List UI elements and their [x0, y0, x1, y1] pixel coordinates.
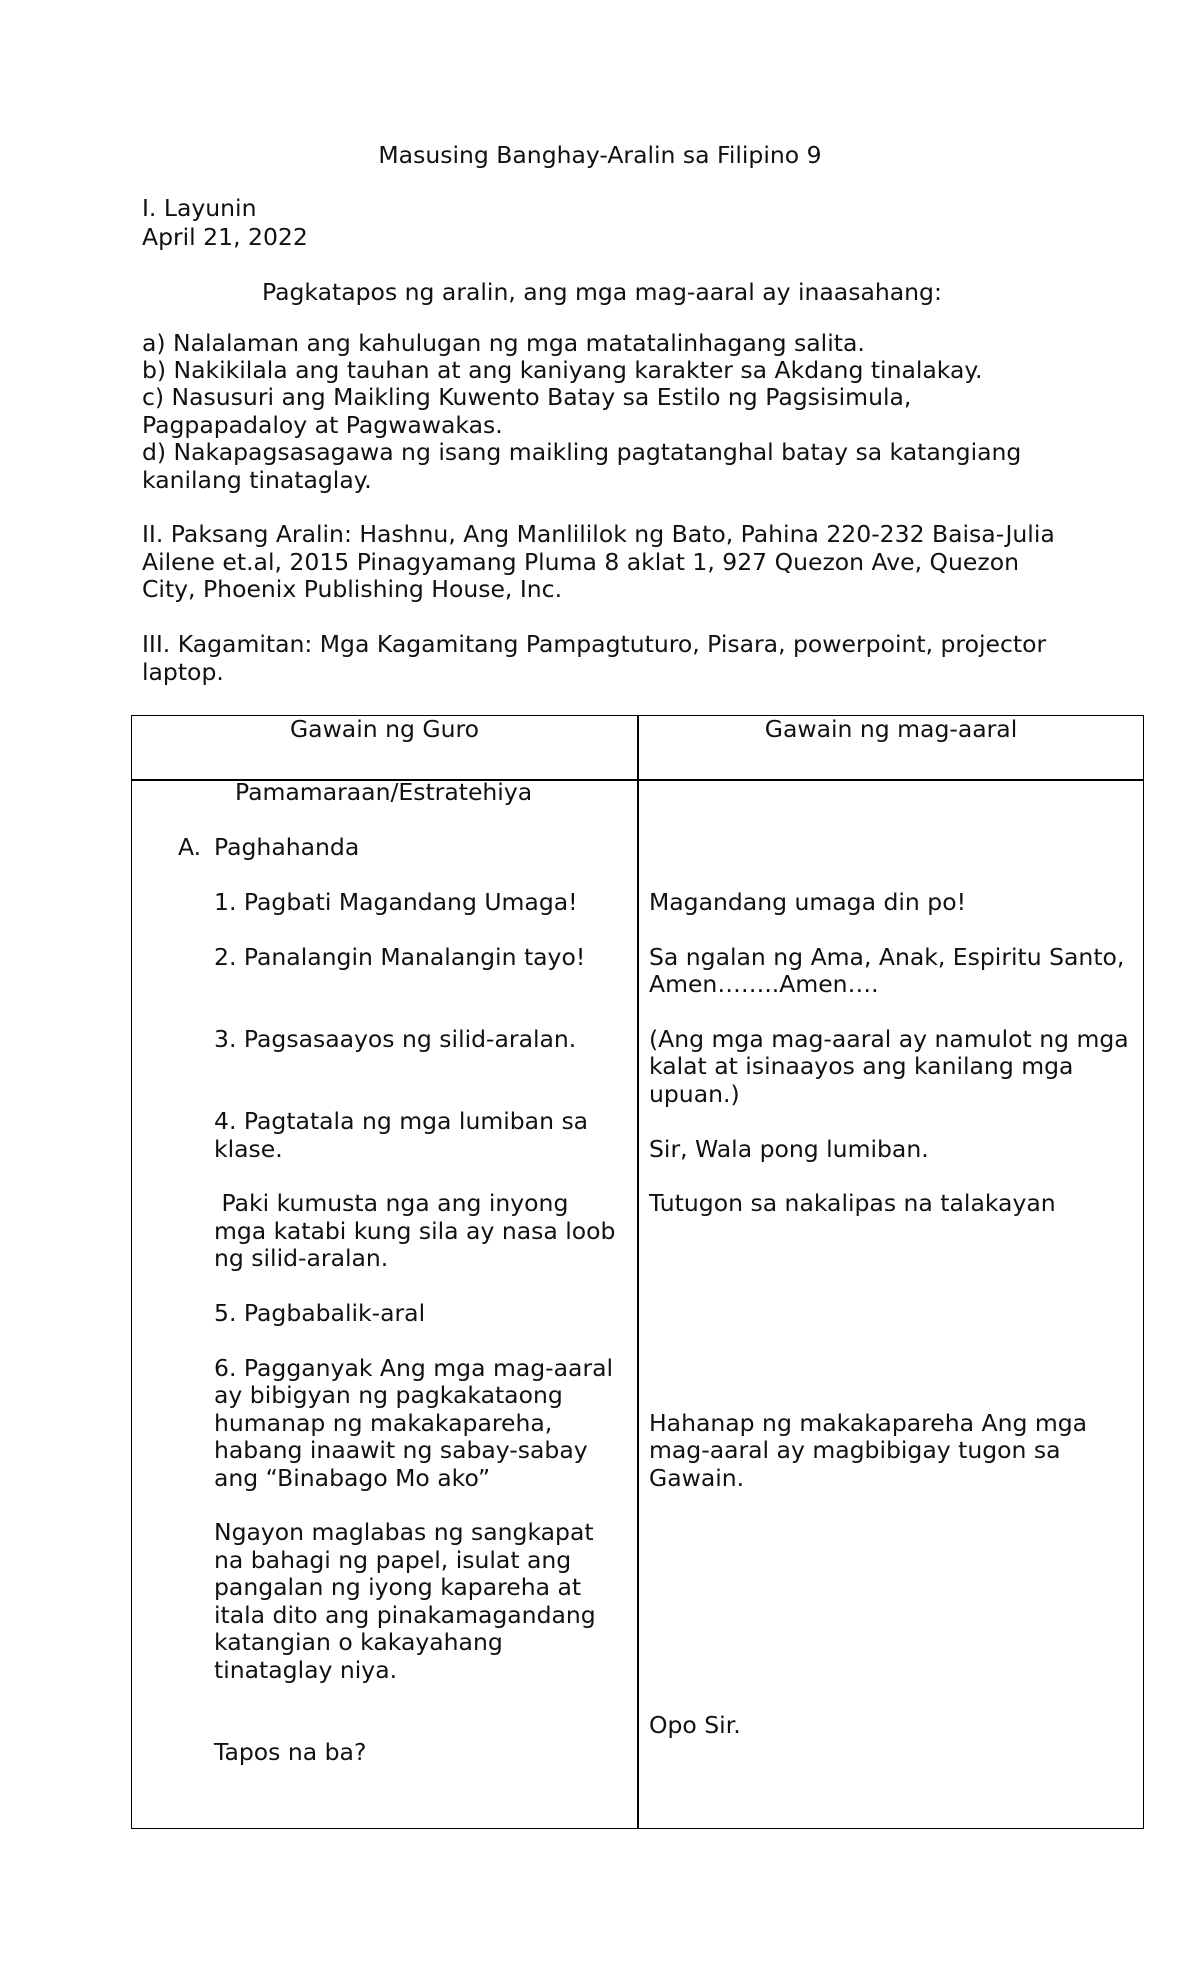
- lesson-date: April 21, 2022: [142, 223, 308, 251]
- prep-letter: A.: [178, 833, 202, 861]
- objective-c-line1: c) Nasusuri ang Maikling Kuwento Batay sa Estilo ng Pagsisimula,: [142, 383, 912, 411]
- prep-title: Paghahanda: [214, 833, 360, 861]
- teacher-ask-line1: Paki kumusta nga ang inyong: [214, 1189, 569, 1217]
- teacher-step-motivation-line1: 6. Pagganyak Ang mga mag-aaral: [214, 1354, 614, 1382]
- subject-matter-line2: Ailene et.al, 2015 Pinagyamang Pluma 8 aklat 1, 927 Quezon Ave, Quezon: [142, 548, 1019, 576]
- teacher-step-motivation-line5: ang “Binabago Mo ako”: [214, 1464, 491, 1492]
- column-divider: [637, 716, 639, 1828]
- teacher-paper-line4: itala dito ang pinakamagandang: [214, 1601, 596, 1629]
- teacher-step-motivation-line3: humanap ng makakapareha,: [214, 1409, 553, 1437]
- student-pair-line1: Hahanap ng makakapareha Ang mga: [649, 1409, 1088, 1437]
- student-tidy-line3: upuan.): [649, 1080, 740, 1108]
- teacher-paper-line3: pangalan ng iyong kapareha at: [214, 1573, 582, 1601]
- teacher-paper-line1: Ngayon maglabas ng sangkapat: [214, 1518, 594, 1546]
- objective-b: b) Nakikilala ang tauhan at ang kaniyang karakter sa Akdang tinalakay.: [142, 356, 983, 384]
- teacher-paper-line2: na bahagi ng papel, isulat ang: [214, 1546, 572, 1574]
- strategy-heading: Pamamaraan/Estratehiya: [235, 778, 533, 806]
- teacher-step-motivation-line4: habang inaawit ng sabay-sabay: [214, 1436, 588, 1464]
- objective-c-line2: Pagpapadaloy at Pagwawakas.: [142, 411, 503, 439]
- student-pair-line3: Gawain.: [649, 1464, 745, 1492]
- student-greeting-reply: Magandang umaga din po!: [649, 888, 966, 916]
- student-pair-line2: mag-aaral ay magbibigay tugon sa: [649, 1436, 1061, 1464]
- materials-line2: laptop.: [142, 658, 224, 686]
- teacher-paper-line5: katangian o kakayahang: [214, 1628, 503, 1656]
- student-tidy-line2: kalat at isinaayos ang kanilang mga: [649, 1052, 1074, 1080]
- teacher-step-attendance-line2: klase.: [214, 1135, 283, 1163]
- teacher-step-greeting: 1. Pagbati Magandang Umaga!: [214, 888, 578, 916]
- student-review-reply: Tutugon sa nakalipas na talakayan: [649, 1189, 1056, 1217]
- student-done-reply: Opo Sir.: [649, 1711, 741, 1739]
- student-prayer-line2: Amen……..Amen….: [649, 970, 879, 998]
- teacher-question-done: Tapos na ba?: [214, 1738, 367, 1766]
- student-prayer-line1: Sa ngalan ng Ama, Anak, Espiritu Santo,: [649, 943, 1125, 971]
- teacher-step-prayer: 2. Panalangin Manalangin tayo!: [214, 943, 586, 971]
- header-teacher-activity: Gawain ng Guro: [289, 715, 480, 743]
- section-objectives-heading: I. Layunin: [142, 194, 257, 222]
- teacher-step-arrange: 3. Pagsasaayos ng silid-aralan.: [214, 1025, 577, 1053]
- objective-d-line1: d) Nakapagsasagawa ng isang maikling pagtatanghal batay sa katangiang: [142, 438, 1022, 466]
- student-tidy-line1: (Ang mga mag-aaral ay namulot ng mga: [649, 1025, 1129, 1053]
- materials-line1: III. Kagamitan: Mga Kagamitang Pampagtuturo, Pisara, powerpoint, projector: [142, 630, 1047, 658]
- teacher-ask-line2: mga katabi kung sila ay nasa loob: [214, 1217, 616, 1245]
- objective-d-line2: kanilang tinataglay.: [142, 466, 372, 494]
- teacher-step-motivation-line2: ay bibigyan ng pagkakataong: [214, 1381, 563, 1409]
- teacher-paper-line6: tinataglay niya.: [214, 1656, 398, 1684]
- teacher-ask-line3: ng silid-aralan.: [214, 1244, 389, 1272]
- lesson-activity-table: [131, 715, 1144, 1829]
- teacher-step-attendance-line1: 4. Pagtatala ng mga lumiban sa: [214, 1107, 589, 1135]
- objectives-intro: Pagkatapos ng aralin, ang mga mag-aaral ay inaasahang:: [262, 278, 942, 306]
- page-title: Masusing Banghay-Aralin sa Filipino 9: [378, 141, 822, 169]
- subject-matter-line1: II. Paksang Aralin: Hashnu, Ang Manlililok ng Bato, Pahina 220-232 Baisa-Julia: [142, 520, 1055, 548]
- subject-matter-line3: City, Phoenix Publishing House, Inc.: [142, 575, 563, 603]
- header-student-activity: Gawain ng mag-aaral: [764, 715, 1018, 743]
- student-attendance-reply: Sir, Wala pong lumiban.: [649, 1135, 929, 1163]
- teacher-step-review: 5. Pagbabalik-aral: [214, 1299, 426, 1327]
- objective-a: a) Nalalaman ang kahulugan ng mga matatalinhagang salita.: [142, 329, 865, 357]
